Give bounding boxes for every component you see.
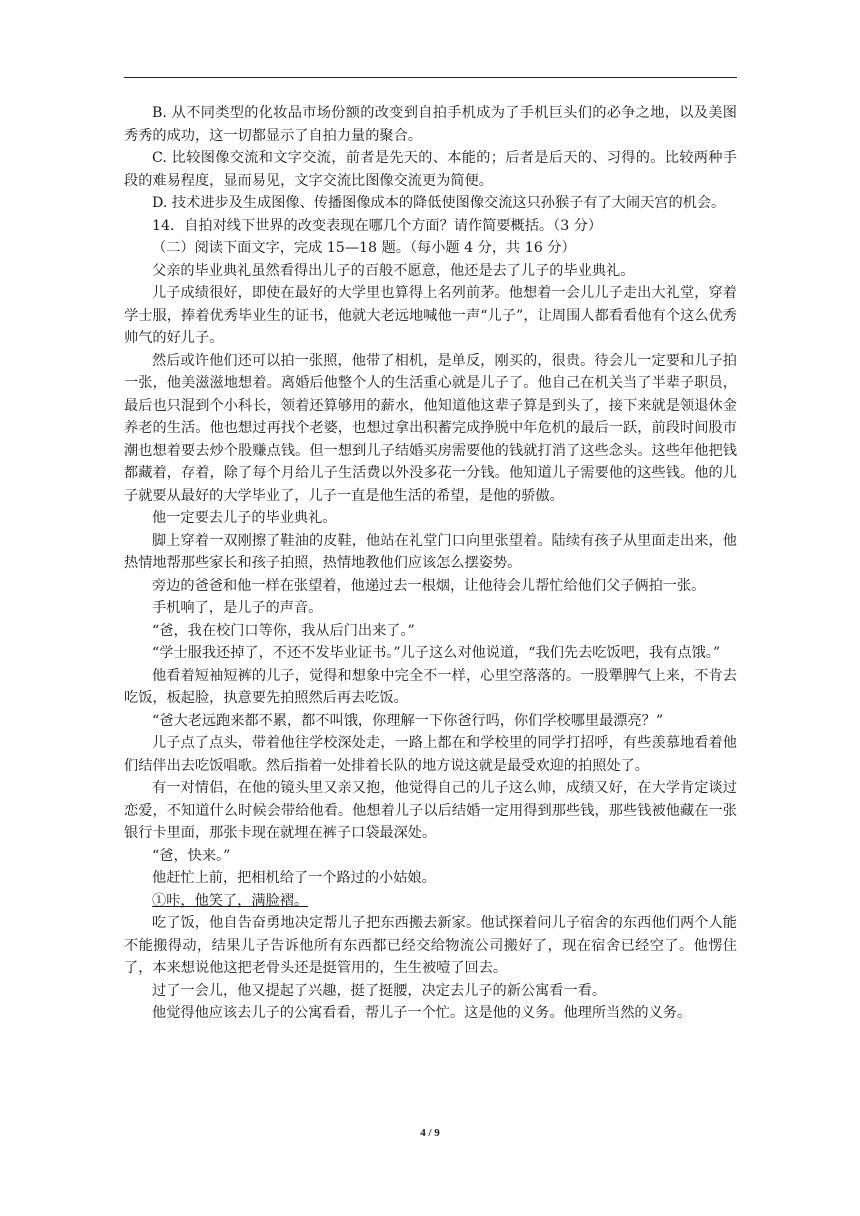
- story-paragraph: “爸，我在校门口等你，我从后门出来了。”: [152, 622, 415, 639]
- story-paragraph: 他赶忙上前，把相机给了一个路过的小姑娘。: [152, 870, 436, 886]
- story-paragraph: 旁边的爸爸和他一样在张望着，他递过去一根烟，让他待会儿帮忙给他们父子俩拍一张。: [152, 577, 706, 594]
- story-paragraph: 有一对情侣，在他的镜头里又亲又抱，他觉得自己的儿子这么帅，成绩又好，在大学肯定谈过恋爱，不知道什么时候会带给他看。他想着儿子以后结婚一定用得到那些钱，那些钱被他藏在一张银行卡里面，那张卡现在就埋在裤子口袋最深处。: [124, 780, 737, 841]
- story-paragraph: “爸大老远跑来都不累，都不叫饿，你理解一下你爸行吗，你们学校哪里最漂亮？”: [152, 712, 664, 729]
- option-d: D. 技术进步及生成图像、传播图像成本的降低使图像交流这只孙猴子有了大闹天宫的机会。: [152, 195, 726, 211]
- story-paragraph: 过了一会儿，他又提起了兴趣，挺了挺腰，决定去儿子的新公寓看一看。: [152, 982, 607, 999]
- story-paragraph: “爸，快来。”: [152, 847, 231, 864]
- option-c: C. 比较图像交流和文字交流，前者是先天的、本能的；后者是后天的、习得的。比较两种手段的难易程度，显而易见，文字交流比图像交流更为简便。: [124, 150, 737, 189]
- story-paragraph: 然后或许他们还可以拍一张照，他带了相机，是单反，刚买的，很贵。待会儿一定要和儿子拍一张，他美滋滋地想着。离婚后他整个人的生活重心就是儿子了。他自己在机关当了半辈子职员，最后也只混到个小科长，领着还算够用的薪水，他知道他这辈子算是到头了，接下来就是领退休金养老的生活。他也想过再找个老婆，也想过拿出积蓄完成挣脱中年危机的最后一跃，前段时间股市潮也想着要去炒个股赚点钱。但一想到儿子结婚买房需要他的钱就打消了这些念头。这些年他把钱都藏着，存着，除了每个月给儿子生活费以外没多花一分钱。他知道儿子需要他的这些钱。他的儿子就要从最好的大学毕业了，儿子一直是他生活的希望，是他的骄傲。: [124, 352, 737, 504]
- story-paragraph: 他觉得他应该去儿子的公寓看看，帮儿子一个忙。这是他的义务。他理所当然的义务。: [152, 1005, 692, 1021]
- story-paragraph: 儿子成绩很好，即使在最好的大学里也算得上名列前茅。他想着一会儿儿子走出大礼堂，穿着学士服，捧着优秀毕业生的证书，他就大老远地喊他一声“儿子”，让周围人都看看他有个这么优秀帅气的好儿子。: [124, 285, 737, 346]
- underlined-text: ①咔，他笑了，满脸褶。: [152, 892, 309, 909]
- underlined-sentence-1: [124, 890, 737, 913]
- story-paragraph: 儿子点了点头，带着他往学校深处走，一路上都在和学校里的同学打招呼，有些羡慕地看着他们结伴出去吃饭唱歌。然后指着一处排着长队的地方说这就是最受欢迎的拍照处了。: [124, 735, 737, 774]
- question-14: 14．自拍对线下世界的改变表现在哪几个方面？请作简要概括。（3 分）: [152, 217, 603, 234]
- story-paragraph: 父亲的毕业典礼虽然看得出儿子的百般不愿意，他还是去了儿子的毕业典礼。: [152, 262, 635, 279]
- option-b: B. 从不同类型的化妆品市场份额的改变到自拍手机成为了手机巨头们的必争之地，以及美图秀秀的成功，这一切都显示了自拍力量的聚合。: [124, 105, 737, 144]
- story-paragraph: “学士服我还掉了，不还不发毕业证书。”儿子这么对他说道，“我们先去吃饭吧，我有点饿。”: [152, 645, 721, 661]
- section-heading: （二）阅读下面文字，完成 15—18 题。（每小题 4 分，共 16 分）: [152, 240, 576, 256]
- story-paragraph: 手机响了，是儿子的声音。: [152, 600, 323, 616]
- page-number: 4 / 9: [420, 1127, 440, 1139]
- document-body: [124, 102, 737, 1025]
- header-rule: [124, 77, 737, 78]
- story-paragraph: 吃了饭，他自告奋勇地决定帮儿子把东西搬去新家。他试探着问儿子宿舍的东西他们两个人能不能搬得动，结果儿子告诉他所有东西都已经交给物流公司搬好了，现在宿舍已经空了。他愣住了，本来想说他这把老骨头还是挺管用的，生生被噎了回去。: [124, 915, 737, 976]
- story-paragraph: 他一定要去儿子的毕业典礼。: [152, 510, 337, 526]
- story-paragraph: 他看着短袖短裤的儿子，觉得和想象中完全不一样，心里空落落的。一股犟脾气上来，不肯去吃饭，板起脸，执意要先拍照然后再去吃饭。: [124, 667, 737, 706]
- story-paragraph: 脚上穿着一双刚擦了鞋油的皮鞋，他站在礼堂门口向里张望着。陆续有孩子从里面走出来，他热情地帮那些家长和孩子拍照，热情地教他们应该怎么摆姿势。: [124, 532, 737, 571]
